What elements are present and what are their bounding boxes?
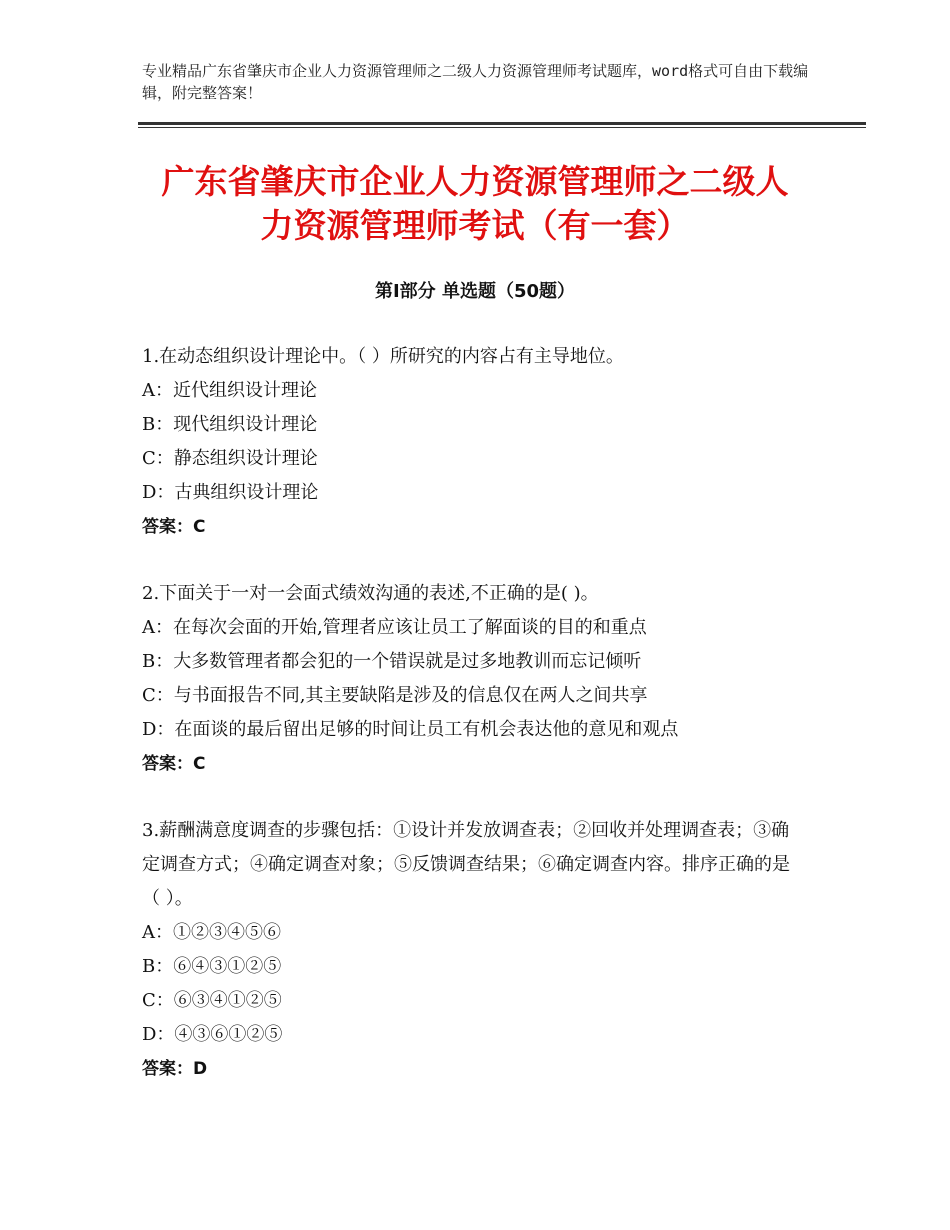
- option-c: C：与书面报告不同,其主要缺陷是涉及的信息仅在两人之间共享: [142, 685, 648, 706]
- question-1: [142, 340, 807, 544]
- option-a: A：①②③④⑤⑥: [142, 922, 281, 943]
- answer: 答案：C: [142, 754, 206, 774]
- option-c: C：⑥③④①②⑤: [142, 990, 282, 1011]
- option-d: D：在面谈的最后留出足够的时间让员工有机会表达他的意见和观点: [142, 719, 679, 740]
- option-d: D：古典组织设计理论: [142, 482, 319, 503]
- option-b: B：现代组织设计理论: [142, 414, 318, 435]
- question-list: [142, 340, 807, 1119]
- option-b: B：大多数管理者都会犯的一个错误就是过多地教训而忘记倾听: [142, 651, 642, 672]
- header-rule-thick: [138, 122, 866, 125]
- document-title: [110, 160, 840, 248]
- question-3: [142, 814, 807, 1086]
- option-d: D：④③⑥①②⑤: [142, 1024, 283, 1045]
- option-a: A：在每次会面的开始,管理者应该让员工了解面谈的目的和重点: [142, 617, 647, 638]
- title-line-2: 力资源管理师考试（有一套）: [260, 206, 690, 245]
- header-note: 专业精品广东省肇庆市企业人力资源管理师之二级人力资源管理师考试题库，word格式可自由下载编辑，附完整答案！: [142, 62, 809, 102]
- question-text: 3.薪酬满意度调查的步骤包括：①设计并发放调查表；②回收并处理调查表；③确定调查方式；④确定调查对象；⑤反馈调查结果；⑥确定调查内容。排序正确的是（ ）。: [142, 820, 790, 909]
- answer: 答案：C: [142, 517, 206, 537]
- option-a: A：近代组织设计理论: [142, 380, 317, 401]
- question-text: 2.下面关于一对一会面式绩效沟通的表述,不正确的是( )。: [142, 583, 599, 604]
- question-text: 1.在动态组织设计理论中。（ ）所研究的内容占有主导地位。: [142, 346, 624, 367]
- answer: 答案：D: [142, 1059, 208, 1079]
- section-title: 第Ⅰ部分 单选题（50题）: [374, 281, 575, 302]
- option-c: C：静态组织设计理论: [142, 448, 318, 469]
- title-line-1: 广东省肇庆市企业人力资源管理师之二级人: [161, 162, 789, 201]
- option-b: B：⑥④③①②⑤: [142, 956, 282, 977]
- question-2: [142, 577, 807, 781]
- header-rule-thin: [138, 127, 866, 128]
